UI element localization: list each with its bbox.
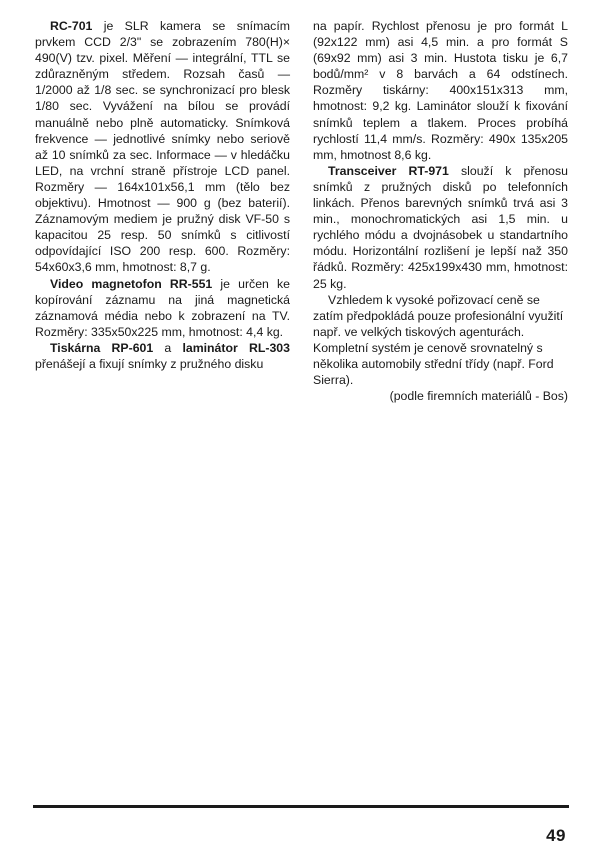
paragraph-rp601-continued: na papír. Rychlost přenosu je pro formát L (92x122 mm) asi 4,5 min. a pro formát S (69x92 mm) asi 3 min. Hustota tisku je 6,7 bodů/mm² v 8 barvách a 64 odstínech. Rozměry tiskárny: 400x151x313 mm, hmotnost: 9,2 kg. Laminátor slouží k fixování snímků teplem a tlakem. Proces probíhá rychlostí 11,4 mm/s. Rozměry: 490x 135x205 mm, hmotnost 8,6 kg. bbox=[313, 19, 568, 162]
source-attribution: (podle firemních materiálů - Bos) bbox=[389, 389, 568, 404]
paragraph-text: a bbox=[153, 340, 183, 355]
paragraph-text: je určen ke kopírování záznamu na jiná magnetická záznamová média nebo k zobrazení na TV. Rozměry: 335x50x225 mm, hmotnost: 4,4 kg. bbox=[35, 276, 290, 339]
paragraph-rc701 bbox=[35, 18, 290, 276]
paragraph-rp601 bbox=[35, 340, 290, 372]
paragraph-text: je SLR kamera se snímacím prvkem CCD 2/3" se zobrazením 780(H)× 490(V) tzv. pixel. Měření — integrální, TTL se zdůrazněným středem. Rozsah časů — 1/2000 až 1/8 sec. se synchronizací pro blesk 1/80 sec. Vyvážení na bílou se provádí manuálně nebo plně automaticky. Snímková frekvence — jednotlivé snímky nebo seriově až 10 snímků za sec. Informace — v hledáčku LED, na vrchní straně přístroje LCD panel. Rozměry — 164x101x56,1 mm (tělo bez objektivu). Hmotnost — 900 g (bez baterií). Záznamovým mediem je pružný disk VF-50 s kapacitou 25 resp. 50 snímků s citlivostí odpovídající ISO 200 resp. 600. Rozměry: 54x60x3,6 mm, hmotnost: 8,7 g. bbox=[35, 19, 290, 275]
paragraph-conclusion: Vzhledem k vysoké pořizovací ceně se zatím předpokládá pouze profesionální využití např. ve velkých tiskových agenturách. Kompletní systém je cenově srovnatelný s několika automobily střední třídy (např. Ford Sierra). bbox=[313, 292, 564, 388]
paragraph-text: slouží k přenosu snímků z pružných disků po telefonních linkách. Přenos barevných snímků trvá asi 3 min., monochromatických asi 1,5 min. u rychlého módu a dvojnásobek u standartního módu. Horizontální rozlišení je lepší naž 350 řádků. Rozměry: 425x199x430 mm, hmotnost: 25 kg. bbox=[313, 163, 568, 291]
product-name-rc701: RC-701 bbox=[50, 19, 93, 33]
product-name-rl303: laminátor RL-303 bbox=[182, 340, 290, 355]
product-name-rp601: Tiskárna RP-601 bbox=[50, 340, 154, 355]
paragraph-rr551 bbox=[35, 276, 290, 340]
page-number: 49 bbox=[546, 826, 566, 845]
product-name-rt971: Transceiver RT-971 bbox=[328, 163, 449, 178]
left-column bbox=[35, 18, 290, 372]
paragraph-text: přenášejí a fixují snímky z pružného disku bbox=[35, 356, 264, 371]
paragraph-rt971 bbox=[313, 163, 568, 292]
product-name-rr551: Video magnetofon RR-551 bbox=[50, 276, 213, 291]
right-column bbox=[313, 18, 568, 404]
footer-rule bbox=[33, 805, 569, 808]
